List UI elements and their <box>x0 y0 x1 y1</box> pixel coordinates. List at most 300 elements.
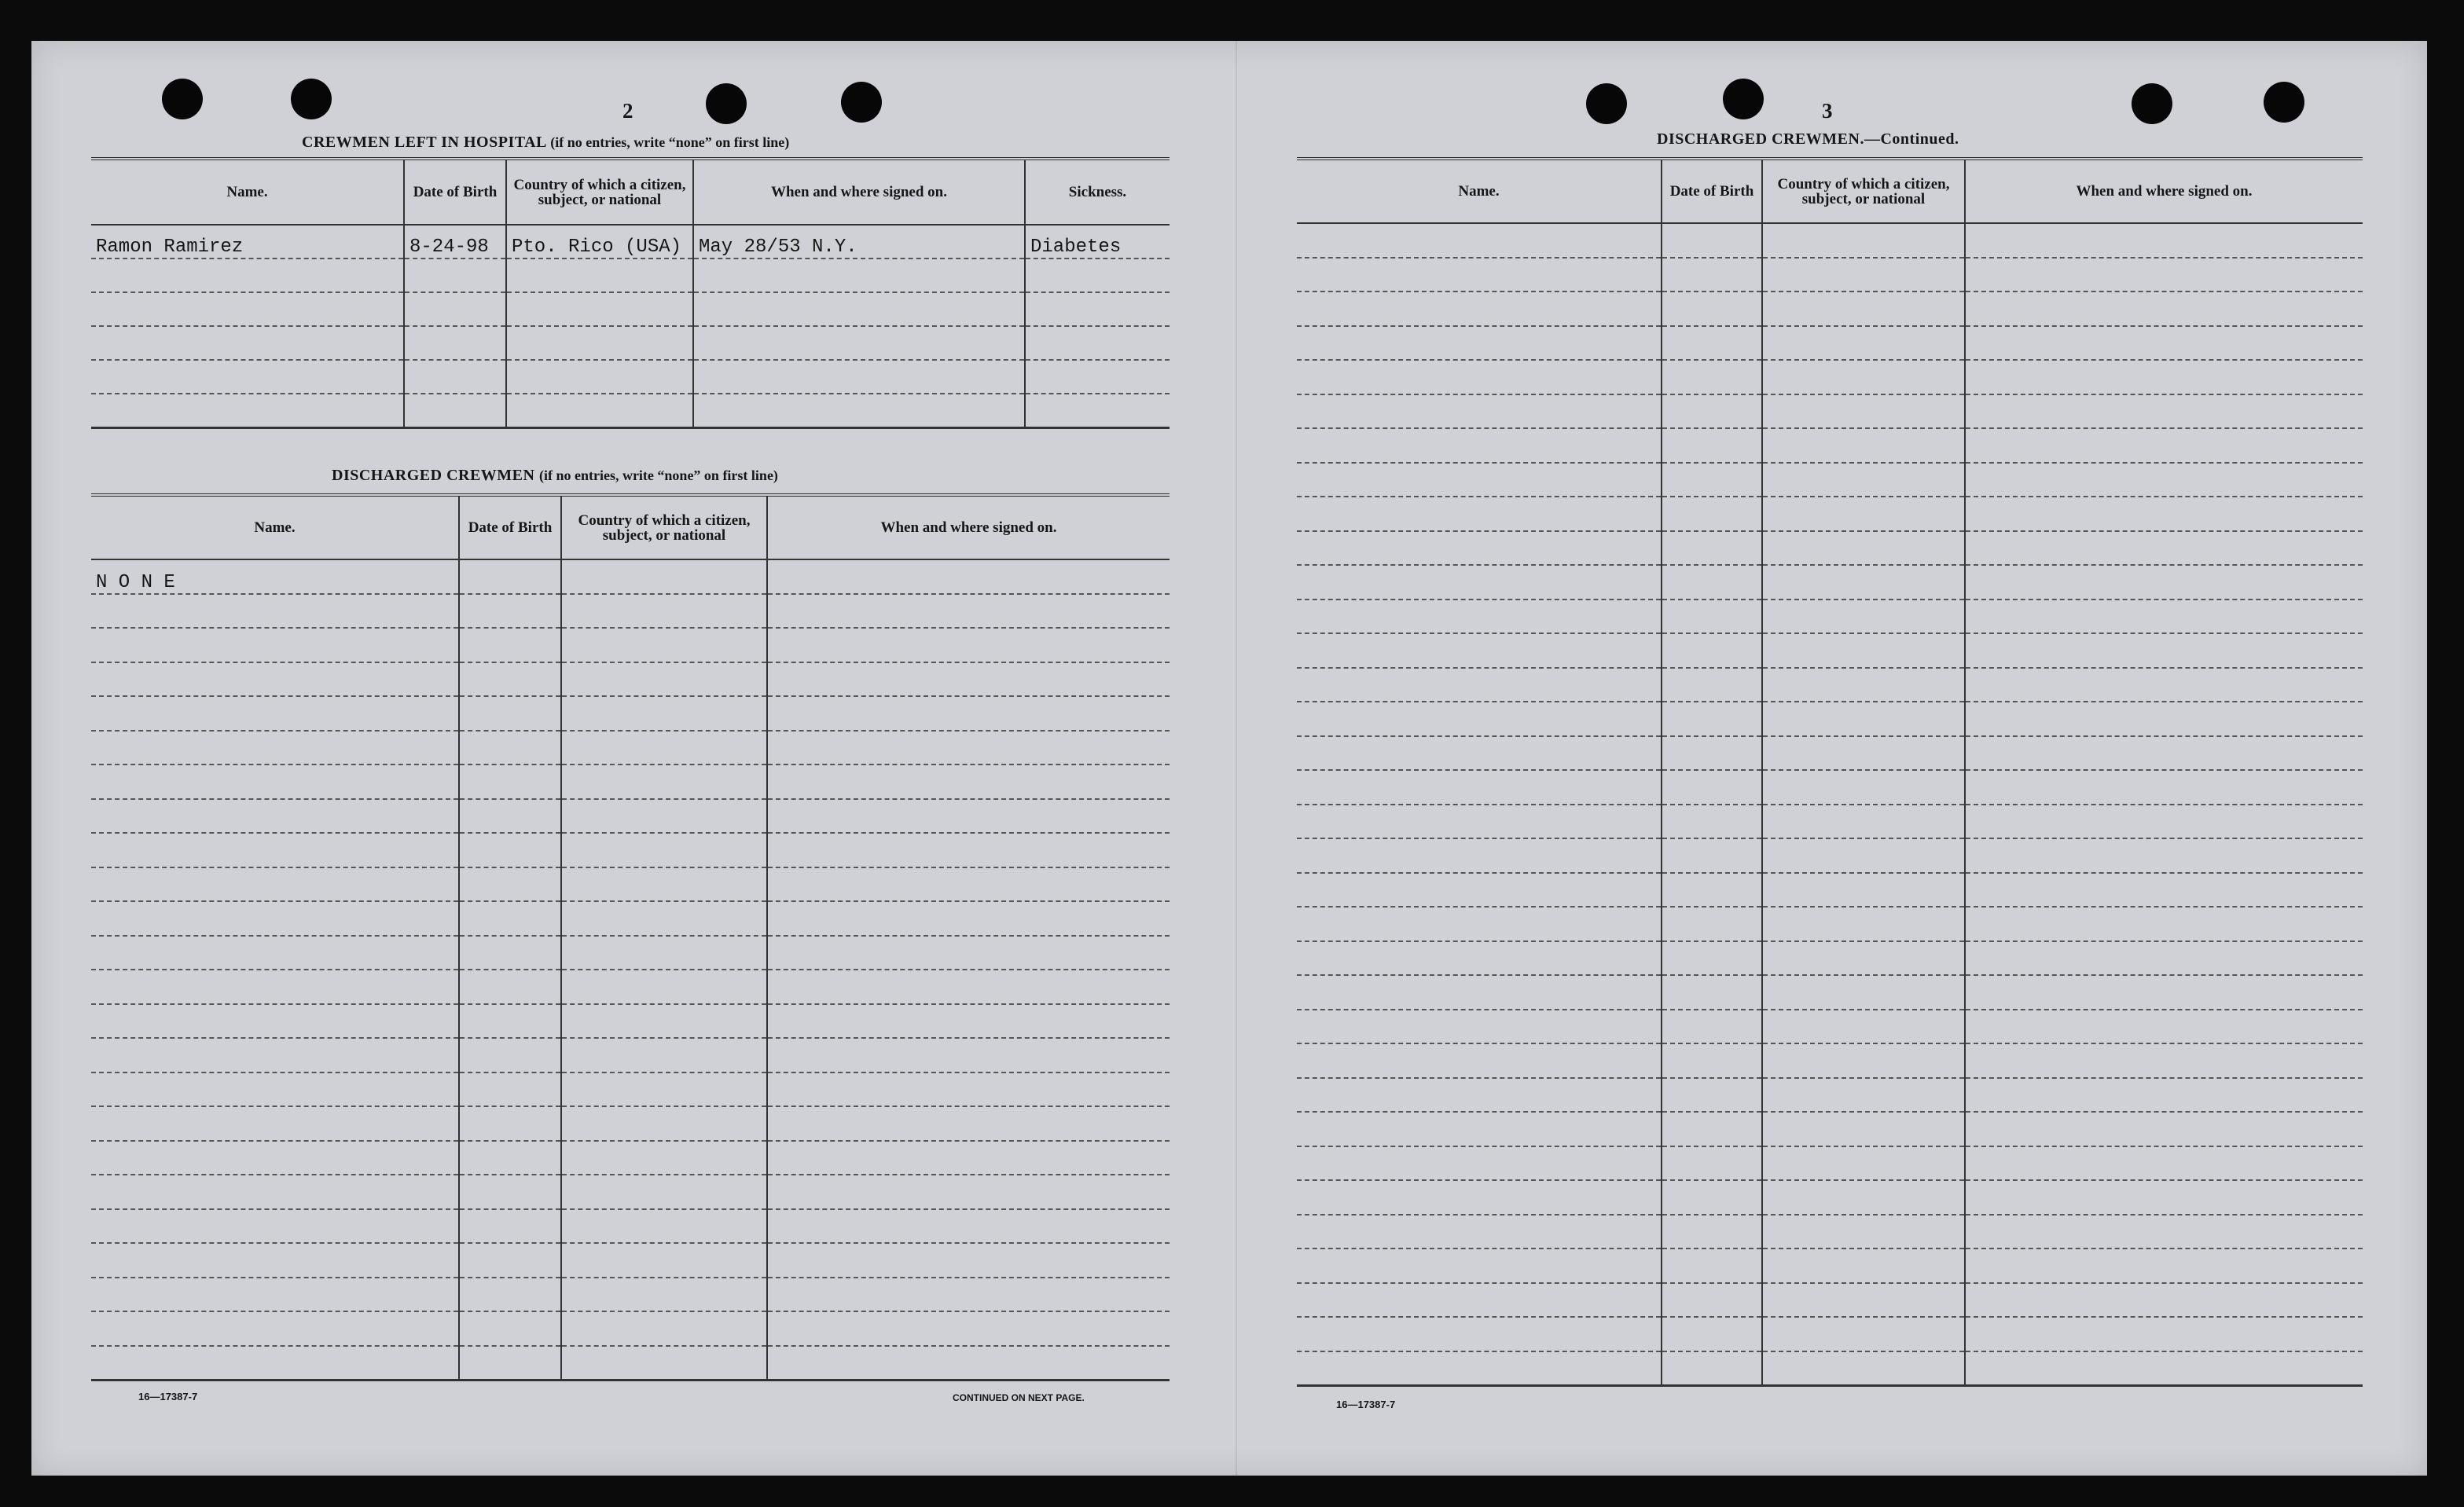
table-cell <box>1965 326 2363 361</box>
table-cell <box>767 696 1170 731</box>
table-row <box>1297 1248 2363 1283</box>
table-cell <box>1662 1351 1762 1386</box>
col-header-name: Name. <box>91 495 459 559</box>
table-cell <box>1662 838 1762 873</box>
table-row <box>1297 1010 2363 1044</box>
table-row <box>91 867 1170 902</box>
table-cell <box>459 799 561 834</box>
table-cell <box>459 696 561 731</box>
table-row <box>91 594 1170 629</box>
table-cell <box>1297 326 1662 361</box>
table-cell <box>1662 1043 1762 1078</box>
table-cell: Ramon Ramirez <box>91 225 404 258</box>
table-cell <box>506 292 693 326</box>
table-cell <box>1762 770 1965 805</box>
col-header-signed-on: When and where signed on. <box>767 495 1170 559</box>
table-cell <box>1965 1112 2363 1146</box>
table-cell <box>1662 258 1762 292</box>
table-cell <box>1297 1043 1662 1078</box>
table-cell <box>1662 770 1762 805</box>
table-cell <box>767 594 1170 629</box>
table-cell: May 28/53 N.Y. <box>693 225 1025 258</box>
discharged-table <box>91 493 1170 1381</box>
table-cell <box>1762 941 1965 976</box>
table-cell <box>1762 1010 1965 1044</box>
table-cell <box>767 1004 1170 1039</box>
table-cell <box>1297 1283 1662 1318</box>
table-cell <box>1297 1317 1662 1351</box>
discharged-continued-table <box>1297 157 2363 1387</box>
table-cell <box>1762 1078 1965 1113</box>
table-cell <box>459 936 561 970</box>
table-cell <box>1762 975 1965 1010</box>
table-row <box>1297 360 2363 394</box>
table-cell <box>561 901 767 936</box>
table-cell <box>1965 702 2363 736</box>
table-row <box>91 225 1170 258</box>
table-cell <box>91 662 459 697</box>
table-cell <box>1965 600 2363 634</box>
table-cell <box>1762 1283 1965 1318</box>
table-cell <box>1762 1317 1965 1351</box>
table-cell <box>561 1106 767 1141</box>
table-cell <box>561 1243 767 1278</box>
table-cell <box>561 731 767 765</box>
table-cell <box>1297 736 1662 771</box>
table-row <box>1297 531 2363 566</box>
table-cell <box>459 867 561 902</box>
table-cell <box>767 901 1170 936</box>
table-cell <box>91 731 459 765</box>
table-cell <box>1297 1010 1662 1044</box>
table-cell <box>1662 873 1762 908</box>
table-cell <box>1662 1010 1762 1044</box>
table-cell <box>1662 531 1762 566</box>
col-header-country: Country of which a citizen, subject, or national <box>506 159 693 225</box>
table-cell: Pto. Rico (USA) <box>506 225 693 258</box>
table-row <box>1297 736 2363 771</box>
table-cell <box>404 258 506 292</box>
table-cell <box>459 833 561 867</box>
table-cell <box>1762 873 1965 908</box>
table-cell <box>767 936 1170 970</box>
table-cell <box>561 1346 767 1380</box>
table-cell <box>91 1209 459 1244</box>
table-cell <box>693 326 1025 360</box>
table-cell <box>561 1311 767 1346</box>
table-cell <box>91 901 459 936</box>
table-cell <box>1762 463 1965 497</box>
table-cell <box>1965 223 2363 258</box>
table-cell <box>1025 292 1170 326</box>
table-cell <box>459 662 561 697</box>
table-row <box>1297 975 2363 1010</box>
table-cell <box>459 1311 561 1346</box>
table-row <box>91 1038 1170 1072</box>
table-cell: 8-24-98 <box>404 225 506 258</box>
table-cell <box>1762 1043 1965 1078</box>
table-row <box>1297 428 2363 463</box>
table-cell <box>1297 838 1662 873</box>
table-row <box>1297 1112 2363 1146</box>
table-cell <box>1762 326 1965 361</box>
table-cell <box>1662 907 1762 941</box>
table-cell <box>693 258 1025 292</box>
table-row <box>91 1278 1170 1312</box>
table-cell <box>91 1311 459 1346</box>
table-row <box>1297 497 2363 531</box>
table-cell <box>91 1072 459 1107</box>
table-cell <box>1965 1215 2363 1249</box>
table-cell <box>767 559 1170 594</box>
table-cell <box>91 394 404 428</box>
table-cell <box>1297 1351 1662 1386</box>
table-cell <box>1762 394 1965 429</box>
table-cell <box>561 1038 767 1072</box>
table-cell <box>1297 770 1662 805</box>
table-cell <box>404 326 506 360</box>
table-cell <box>1297 258 1662 292</box>
table-cell <box>767 1311 1170 1346</box>
discharged-title: DISCHARGED CREWMEN <box>332 467 535 484</box>
table-row <box>1297 1351 2363 1386</box>
table-cell <box>1662 975 1762 1010</box>
table-cell <box>1965 428 2363 463</box>
table-row <box>1297 394 2363 429</box>
table-cell <box>1297 1112 1662 1146</box>
table-cell <box>561 628 767 662</box>
table-row <box>91 1243 1170 1278</box>
table-row <box>1297 770 2363 805</box>
table-row <box>91 326 1170 360</box>
table-cell <box>1297 702 1662 736</box>
table-cell <box>91 1175 459 1209</box>
page-fold <box>1236 41 1237 1476</box>
table-cell <box>1965 1248 2363 1283</box>
punch-hole <box>841 82 882 123</box>
table-cell <box>1297 1248 1662 1283</box>
col-header-sickness: Sickness. <box>1025 159 1170 225</box>
table-row <box>91 764 1170 799</box>
col-header-date-of-birth: Date of Birth <box>404 159 506 225</box>
table-cell <box>1965 941 2363 976</box>
table-cell <box>767 1072 1170 1107</box>
table-cell <box>1297 600 1662 634</box>
table-row <box>1297 600 2363 634</box>
table-cell <box>1965 1351 2363 1386</box>
table-cell: Diabetes <box>1025 225 1170 258</box>
table-row <box>1297 668 2363 702</box>
table-cell <box>404 394 506 428</box>
table-cell <box>91 1141 459 1175</box>
table-cell <box>459 1278 561 1312</box>
continued-note: CONTINUED ON NEXT PAGE. <box>953 1392 1085 1403</box>
punch-hole <box>2264 82 2304 123</box>
col-header-signed-on: When and where signed on. <box>693 159 1025 225</box>
table-cell <box>1297 463 1662 497</box>
table-cell <box>1762 600 1965 634</box>
table-cell <box>1662 633 1762 668</box>
table-cell <box>1662 805 1762 839</box>
discharged-instruction: (if no entries, write “none” on first line) <box>538 468 778 483</box>
table-row <box>1297 1215 2363 1249</box>
punch-hole <box>291 79 332 119</box>
punch-hole <box>162 79 203 119</box>
table-cell <box>1965 907 2363 941</box>
table-cell <box>1965 1317 2363 1351</box>
table-cell <box>767 1175 1170 1209</box>
table-cell <box>1025 326 1170 360</box>
table-row <box>1297 838 2363 873</box>
table-cell <box>767 1278 1170 1312</box>
table-cell <box>1762 1351 1965 1386</box>
table-cell <box>1297 1215 1662 1249</box>
table-cell <box>1297 805 1662 839</box>
table-cell <box>561 867 767 902</box>
table-row <box>1297 258 2363 292</box>
table-cell <box>561 799 767 834</box>
table-cell <box>1762 1248 1965 1283</box>
table-row <box>1297 941 2363 976</box>
table-row <box>1297 633 2363 668</box>
table-row <box>1297 1043 2363 1078</box>
table-cell <box>1025 360 1170 394</box>
table-cell <box>1965 531 2363 566</box>
table-row <box>91 1209 1170 1244</box>
table-cell <box>767 1209 1170 1244</box>
table-cell <box>91 628 459 662</box>
table-cell <box>1762 531 1965 566</box>
table-cell <box>1965 1180 2363 1215</box>
table-row <box>1297 1283 2363 1318</box>
table-cell <box>91 970 459 1004</box>
table-cell <box>767 833 1170 867</box>
col-header-signed-on: When and where signed on. <box>1965 159 2363 223</box>
table-cell <box>91 696 459 731</box>
table-row <box>91 559 1170 594</box>
form-code-right: 16—17387-7 <box>1336 1399 1396 1410</box>
table-cell <box>91 799 459 834</box>
discharged-section-title <box>332 467 778 485</box>
table-cell <box>91 292 404 326</box>
table-cell <box>459 1209 561 1244</box>
table-cell <box>1762 292 1965 326</box>
table-cell <box>767 1141 1170 1175</box>
table-cell <box>1762 907 1965 941</box>
col-header-name: Name. <box>1297 159 1662 223</box>
table-cell <box>1965 633 2363 668</box>
table-cell <box>91 1278 459 1312</box>
table-cell <box>1965 258 2363 292</box>
table-row <box>1297 907 2363 941</box>
table-row <box>91 1004 1170 1039</box>
table-row <box>91 1311 1170 1346</box>
table-row <box>91 1346 1170 1380</box>
table-cell <box>506 394 693 428</box>
table-cell <box>1762 668 1965 702</box>
table-row <box>1297 805 2363 839</box>
table-row <box>91 936 1170 970</box>
table-cell <box>91 258 404 292</box>
table-cell <box>1025 394 1170 428</box>
table-cell <box>561 936 767 970</box>
table-cell <box>459 1346 561 1380</box>
table-cell <box>1662 428 1762 463</box>
table-cell <box>767 628 1170 662</box>
table-cell <box>1297 873 1662 908</box>
table-cell <box>1965 668 2363 702</box>
table-cell <box>1297 633 1662 668</box>
table-row <box>91 901 1170 936</box>
table-row <box>91 628 1170 662</box>
table-row <box>91 970 1170 1004</box>
table-cell <box>561 833 767 867</box>
table-cell <box>1762 1215 1965 1249</box>
table-cell <box>1762 702 1965 736</box>
table-cell <box>767 1106 1170 1141</box>
discharged-continued-title: DISCHARGED CREWMEN.—Continued. <box>1657 130 1959 148</box>
table-cell <box>1965 1043 2363 1078</box>
table-cell <box>561 696 767 731</box>
table-cell <box>459 1072 561 1107</box>
table-cell <box>1762 565 1965 600</box>
table-cell <box>767 764 1170 799</box>
table-cell <box>1297 1180 1662 1215</box>
table-cell <box>1297 907 1662 941</box>
table-row <box>91 1175 1170 1209</box>
table-cell <box>1965 292 2363 326</box>
table-cell <box>693 292 1025 326</box>
page-number-left: 2 <box>622 99 633 123</box>
table-row <box>1297 702 2363 736</box>
table-cell <box>561 1072 767 1107</box>
table-cell <box>91 594 459 629</box>
table-cell <box>91 833 459 867</box>
table-cell <box>1762 360 1965 394</box>
table-cell <box>91 1004 459 1039</box>
table-cell <box>1965 1078 2363 1113</box>
table-cell <box>767 867 1170 902</box>
table-cell <box>561 1278 767 1312</box>
table-cell <box>459 559 561 594</box>
table-cell <box>767 731 1170 765</box>
table-cell <box>767 1243 1170 1278</box>
table-cell <box>1965 838 2363 873</box>
table-cell <box>459 628 561 662</box>
table-cell <box>1662 668 1762 702</box>
table-cell <box>1662 1146 1762 1181</box>
table-cell <box>1662 1112 1762 1146</box>
table-cell <box>1297 668 1662 702</box>
table-cell <box>91 326 404 360</box>
table-cell <box>459 901 561 936</box>
table-cell <box>1662 326 1762 361</box>
table-cell <box>91 1038 459 1072</box>
table-row <box>1297 1078 2363 1113</box>
table-cell <box>1662 736 1762 771</box>
table-row <box>91 1072 1170 1107</box>
table-row <box>1297 463 2363 497</box>
table-cell <box>1762 1180 1965 1215</box>
table-cell <box>1965 565 2363 600</box>
col-header-date-of-birth: Date of Birth <box>1662 159 1762 223</box>
table-cell <box>506 258 693 292</box>
table-cell <box>1662 463 1762 497</box>
table-row <box>91 799 1170 834</box>
table-cell <box>1297 394 1662 429</box>
table-cell <box>1965 394 2363 429</box>
table-cell <box>1662 497 1762 531</box>
table-cell <box>1662 702 1762 736</box>
table-cell <box>1662 941 1762 976</box>
table-row <box>91 731 1170 765</box>
table-cell <box>91 936 459 970</box>
table-cell <box>1297 292 1662 326</box>
table-cell <box>767 970 1170 1004</box>
table-row <box>91 1106 1170 1141</box>
table-cell <box>1965 873 2363 908</box>
table-row <box>1297 1317 2363 1351</box>
table-cell <box>459 764 561 799</box>
hospital-instruction: (if no entries, write “none” on first line) <box>550 134 790 150</box>
col-header-date-of-birth: Date of Birth <box>459 495 561 559</box>
form-code-left: 16—17387-7 <box>138 1391 198 1402</box>
table-cell <box>1297 223 1662 258</box>
table-cell <box>91 764 459 799</box>
table-cell <box>1297 497 1662 531</box>
table-cell <box>91 360 404 394</box>
table-cell <box>91 1106 459 1141</box>
table-cell <box>767 662 1170 697</box>
table-cell <box>561 1141 767 1175</box>
punch-hole <box>1723 79 1764 119</box>
table-cell <box>1297 941 1662 976</box>
col-header-name: Name. <box>91 159 404 225</box>
hospital-table <box>91 157 1170 429</box>
table-cell <box>459 1106 561 1141</box>
table-row <box>1297 292 2363 326</box>
table-cell <box>1662 1317 1762 1351</box>
table-cell <box>1762 1146 1965 1181</box>
hospital-title: CREWMEN LEFT IN HOSPITAL <box>302 134 546 151</box>
table-cell: N O N E <box>91 559 459 594</box>
table-row <box>1297 1180 2363 1215</box>
table-cell <box>1762 497 1965 531</box>
table-cell <box>1965 1283 2363 1318</box>
table-cell <box>1662 1248 1762 1283</box>
table-cell <box>561 1209 767 1244</box>
table-row <box>91 662 1170 697</box>
table-cell <box>1662 565 1762 600</box>
table-cell <box>1662 360 1762 394</box>
table-cell <box>767 1346 1170 1380</box>
table-cell <box>561 594 767 629</box>
table-row <box>1297 873 2363 908</box>
punch-hole <box>1586 83 1627 124</box>
table-cell <box>561 559 767 594</box>
table-cell <box>561 764 767 799</box>
table-cell <box>1965 1010 2363 1044</box>
hospital-section-title <box>302 134 789 152</box>
table-cell <box>404 292 506 326</box>
table-cell <box>693 394 1025 428</box>
col-header-country: Country of which a citizen, subject, or national <box>1762 159 1965 223</box>
table-cell <box>767 799 1170 834</box>
table-cell <box>561 662 767 697</box>
table-cell <box>1762 428 1965 463</box>
table-cell <box>561 970 767 1004</box>
table-cell <box>1662 1215 1762 1249</box>
